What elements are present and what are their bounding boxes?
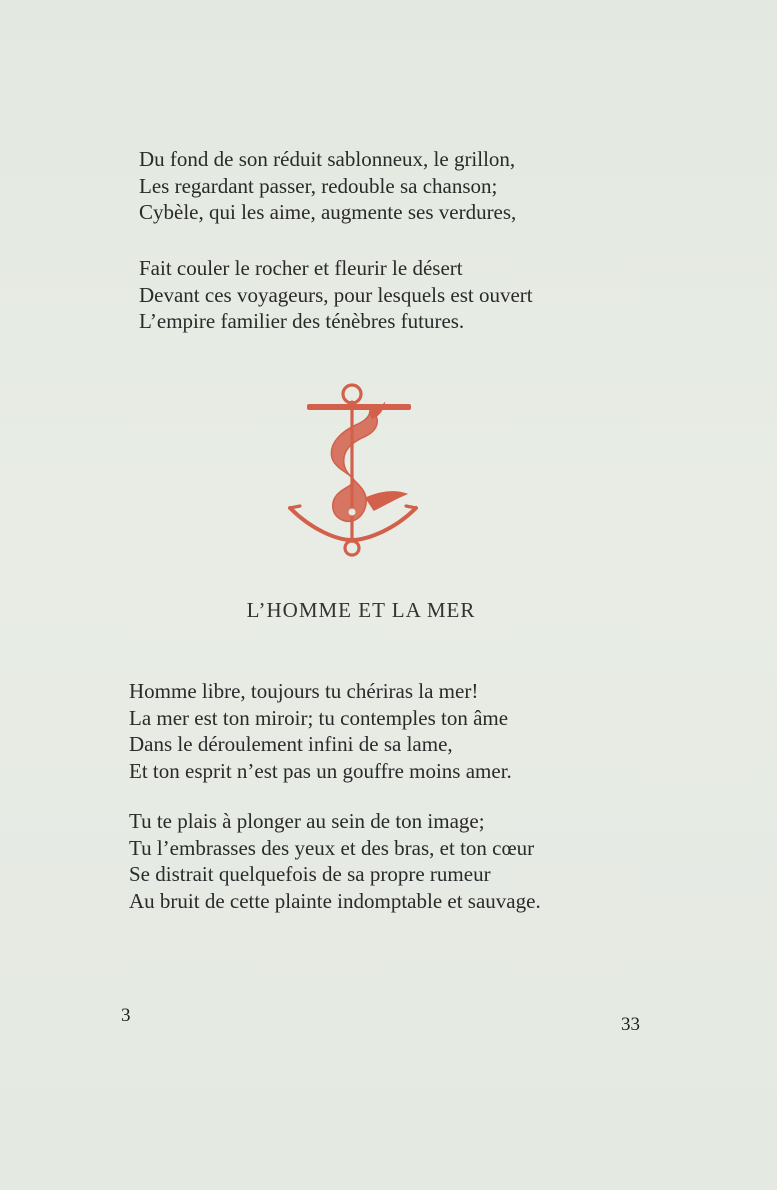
verse-line: Cybèle, qui les aime, augmente ses verdures, <box>139 200 517 224</box>
verse-line: Fait couler le rocher et fleurir le désert <box>139 256 463 280</box>
verse-line: Se distrait quelquefois de sa propre rumeur <box>129 862 491 886</box>
page-number-right: 33 <box>621 1014 640 1035</box>
verse-line: Les regardant passer, redouble sa chanson; <box>139 173 498 198</box>
verse-line: L’empire familier des ténèbres futures. <box>139 309 465 333</box>
verse-line: Au bruit de cette plainte indomptable et sauvage. <box>129 888 541 913</box>
verse-line: Du fond de son réduit sablonneux, le grillon, <box>139 147 516 171</box>
verse-line: Tu l’embrasses des yeux et des bras, et ton cœur <box>129 835 535 860</box>
stanza <box>129 808 541 914</box>
anchor-dolphin-icon <box>282 380 422 560</box>
stanza <box>139 255 533 335</box>
page-number-left: 3 <box>121 1005 131 1026</box>
verse-line: Et ton esprit n’est pas un gouffre moins amer. <box>129 758 512 783</box>
verse-line: La mer est ton miroir; tu contemples ton âme <box>129 705 509 730</box>
verse-line: Devant ces voyageurs, pour lesquels est ouvert <box>139 282 533 307</box>
verse-line: Dans le déroulement infini de sa lame, <box>129 732 453 756</box>
stanza <box>129 678 512 784</box>
verse-line: Tu te plais à plonger au sein de ton image; <box>129 809 485 833</box>
verse-line: Homme libre, toujours tu chériras la mer! <box>129 679 479 703</box>
poem-title: L’HOMME ET LA MER <box>246 598 476 622</box>
stanza <box>139 146 516 226</box>
